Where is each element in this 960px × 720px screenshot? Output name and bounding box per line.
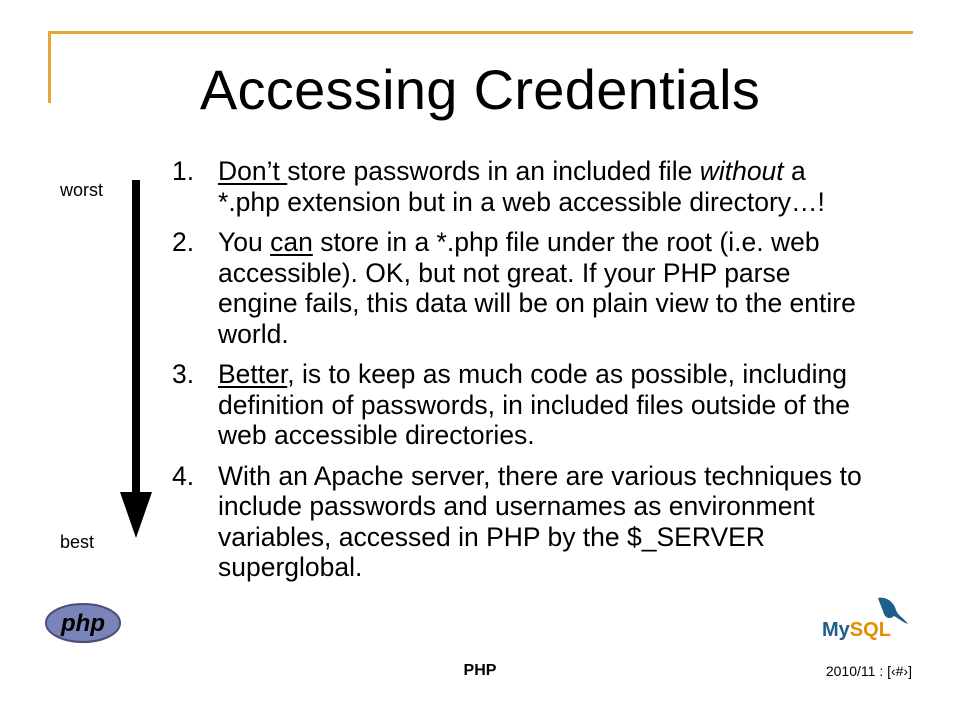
underlined-text: Better [218,359,288,389]
list-item-number: 3. [172,359,195,389]
list-item [172,359,872,451]
list-item [172,461,872,583]
list-item [172,227,872,349]
list-item-number: 4. [172,460,195,491]
item-text-after: a *.php extension but in a web accessible directory…! [218,156,825,217]
down-arrow-icon [118,180,154,540]
mysql-logo-text: MySQL [822,619,891,641]
php-logo-text: php [61,610,105,637]
list-item-number: 2. [172,227,195,257]
arrow-top-label: worst [60,180,104,200]
item-text: store passwords in an included file [287,156,700,186]
list-item [172,156,872,217]
php-logo [44,602,122,644]
underlined-text: can [270,227,313,257]
list-item-number: 1. [172,156,195,186]
mysql-logo [820,594,912,644]
underlined-text: Don’t [218,156,288,186]
arrow-bottom-label: best [60,532,95,552]
item-text: With an Apache server, there are various techniques to include passwords and usernames as environment variables, accessed in PHP by the $_SERVER superglobal. [218,460,862,582]
item-text-before: You [218,227,271,257]
footer-title: PHP [463,662,497,679]
emphasis-text: without [699,156,784,186]
footer-page-info: 2010/11 : [‹#›] [825,663,912,679]
frame-top-line [48,31,913,34]
credentials-list [172,156,872,593]
item-text: store in a *.php file under the root (i.e. web accessible). OK, but not great. If your PHP parse engine fails, this data will be on plain view to the entire world. [218,227,856,349]
item-text: , is to keep as much code as possible, including definition of passwords, in included files outside of the web accessible directories. [218,359,850,450]
slide-title: Accessing Credentials [199,58,761,121]
